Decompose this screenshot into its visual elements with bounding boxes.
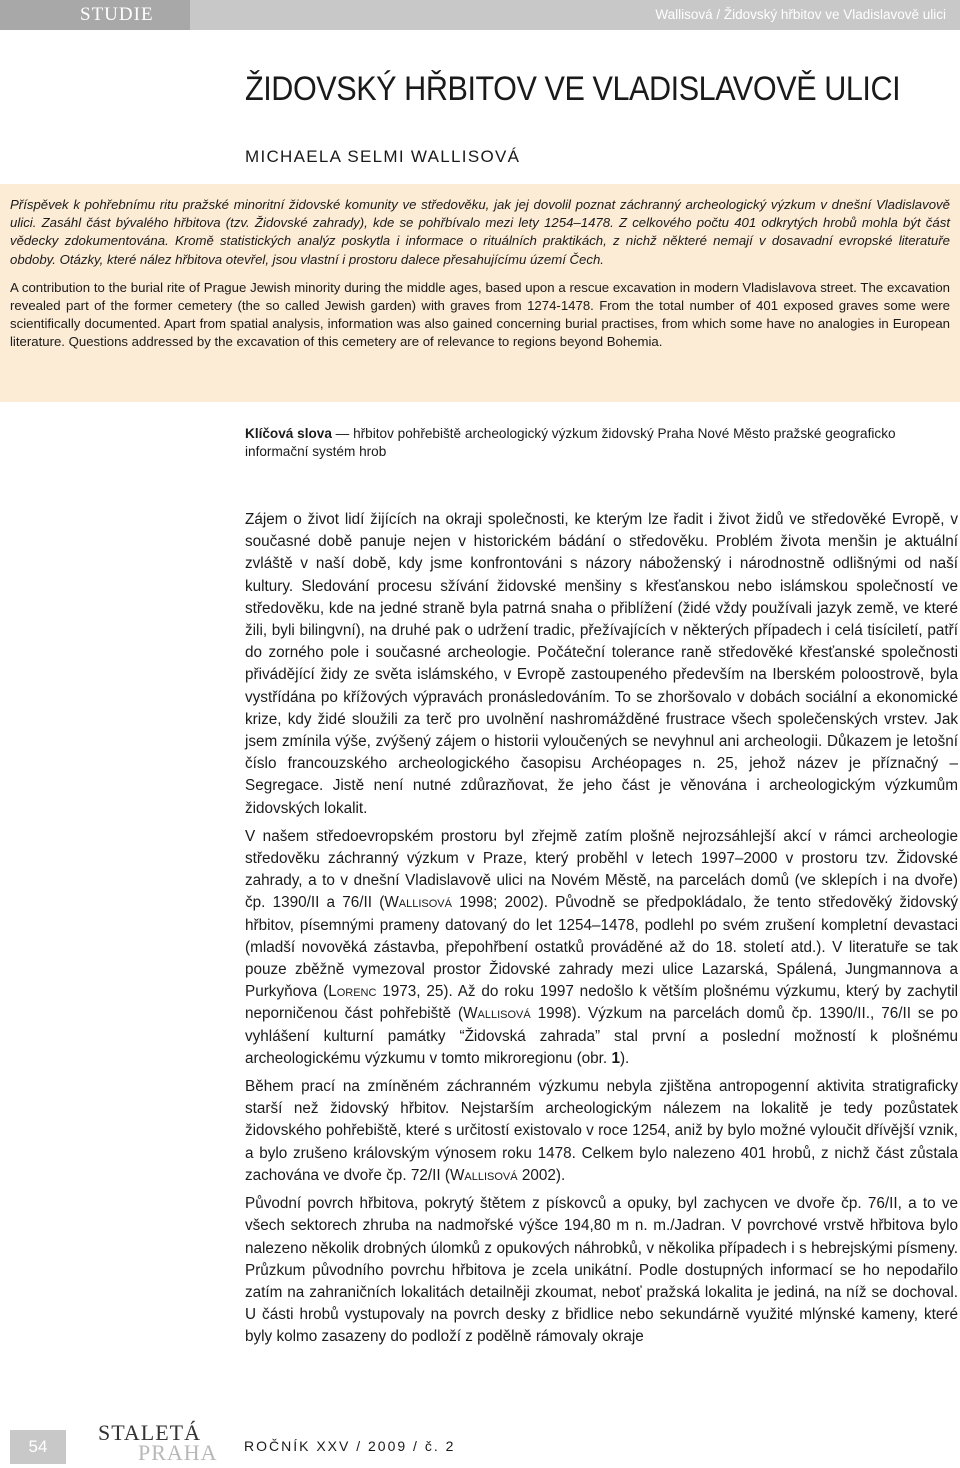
keywords-dash: —	[331, 426, 354, 441]
keywords-terms: hřbitov pohřebiště archeologický výzkum židovský Praha Nové Město pražské geograficko informační systém hrob	[245, 426, 896, 459]
body-text	[245, 509, 958, 1355]
keywords	[245, 425, 957, 461]
abstract-box	[0, 184, 960, 402]
logo-line-2: PRAHA	[138, 1440, 218, 1465]
body-paragraph-3	[245, 1076, 958, 1187]
paragraph-text: 2002).	[517, 1166, 566, 1184]
volume-info: ROČNÍK XXV / 2009 / č. 2	[244, 1438, 456, 1454]
section-tag: STUDIE	[0, 0, 190, 30]
citation-author: Wallisová	[449, 1166, 518, 1184]
paragraph-text: Během prací na zmíněném záchranném výzkumu nebyla zjištěna antropogenní aktivita stratigraficky starší než židovský hřbitov. Nejstarším archeologickým nálezem na lokalitě je tedy pozůstatek židovského pohřebiště, které s určitostí existovalo v roce 1254, aniž by bylo možné vyloučit dřívější vznik, a bylo zrušeno královským výnosem roku 1478. Celkem bylo nalezeno 401 hrobů, z nichž část zůstala zachována ve dvoře čp. 72/II (	[245, 1078, 958, 1184]
keywords-label: Klíčová slova	[245, 426, 332, 441]
abstract-czech: Příspěvek k pohřebnímu ritu pražské minoritní židovské komunity ve středověku, jak jej dovolil poznat záchranný archeologický výzkum v dnešní Vladislavově ulici. Zasáhl část bývalého hřbitova (tzv. Židovské zahrady), kde se pohřbívalo mezi lety 1254–1478. Z celkového počtu 401 odkrytých hrobů mohla být část vědecky zdokumentována. Kromě statistických analýz poskytla i informace o rituálních praktikách, z nichž některé nemají v dosavadní evropské literatuře obdoby. Otázky, které nález hřbitova otevřel, jsou vlastní i prostoru dalece přesahujícímu území Čech.	[10, 197, 950, 267]
paragraph-text: 1998; 2002). Původně se předpokládalo, že tento středověký židovský hřbitov, písemnými prameny datovaný do let 1254–1478, podlehl po svém zrušení kompletní devastaci (mladší novověká zástavba, přepohřbení ostatků prováděné až do 18. století atd.). V literatuře se tak pouze zběžně vymezoval prostor Židovské zahrady mezi ulice Lazarská, Spálená, Jungmannova a Purkyňova (	[245, 894, 958, 1001]
citation-author: Wallisová	[384, 894, 452, 912]
logo-line-1: STALETÁ	[98, 1420, 202, 1445]
citation-author: Wallisová	[463, 1005, 531, 1023]
page-number: 54	[10, 1430, 66, 1464]
paragraph-text: V našem středoevropském prostoru byl zřejmě zatím plošně nejrozsáhlejší akcí v rámci archeologie středověku záchranný výzkum v Praze, který proběhl v letech 1997–2000 v prostoru tzv. Židovské zahrady, a to v dnešní Vladislavově ulici na Novém Městě, na parcelách domů (ve sklepích i na dvoře) čp. 1390/II a 76/II (	[245, 827, 958, 912]
body-paragraph-4: Původní povrch hřbitova, pokrytý štětem z pískovců a opuky, byl zachycen ve dvoře čp. 76/II, a to ve všech sektorech zhruba na nadmořské výšce 194,80 m n. m./Jadran. V povrchové vrstvě hřbitova bylo nalezeno několik drobných úlomků z opukových náhrobků, v několika případech i s hebrejskými písmeny. Průzkum původního povrchu hřbitova je zcela unikátní. Podle dostupných informací se ho nepodařilo zatím na zahraničních lokalitách detailněji zkoumat, neboť pražská lokalita je jediná, na níž se dochoval. U části hrobů vystupovaly na povrch desky z břidlice nebo sekundárně využité mlýnské kameny, které byly kolmo zasazeny do podloží z podělně rámovaly okraje	[245, 1195, 958, 1346]
body-paragraph-2	[245, 826, 958, 1070]
abstract-english: A contribution to the burial rite of Prague Jewish minority during the middle ages, based upon a rescue excavation in modern Vladislavova street. The excavation revealed part of the former cemetery (the so called Jewish garden) with graves from 1274-1478. From the total number of 401 exposed graves some were scientifically documented. Apart from spatial analysis, information was also gained concerning burial practises, from which some have no analogies in European literature. Questions addressed by the excavation of this cemetery are of relevance to regions beyond Bohemia.	[10, 279, 950, 350]
article-title: ŽIDOVSKÝ HŘBITOV VE VLADISLAVOVĚ ULICI	[245, 70, 901, 108]
journal-logo	[98, 1420, 218, 1465]
page-footer	[0, 1418, 960, 1468]
citation-author: Lorenc	[328, 983, 377, 1001]
running-head: Wallisová / Židovský hřbitov ve Vladislavově ulici	[655, 7, 946, 22]
paragraph-text: ).	[619, 1049, 630, 1067]
article-author: MICHAELA SELMI WALLISOVÁ	[245, 147, 521, 166]
body-paragraph-1: Zájem o život lidí žijících na okraji společnosti, ke kterým lze řadit i život židů ve středověké Evropě, v současné době panuje nejen v historickém bádání o středověku. Problém života menšin je aktuální zvláště v naší době, kdy jsme konfrontováni s názory náboženský i národnostně odlišnými od naší kultury. Sledování procesu sžívání židovské menšiny s křesťanskou nebo islámskou společností ve středověku, kde na jedné straně byla patrná snaha o přiblížení (židé vždy používali jazyk země, ve které žili, byli bilingvní), na druhé pak o udržení tradic, přežívajících v některých případech i celá tisíciletí, patří do zorného pole i současné archeologie. Počáteční tolerance raně středověké křesťanské společnosti přivádějící židy ze světa islámského, v Evropě zastoupeného především na Iberském poloostrově, byla vystřídána po křížových výpravách pronásledováním. To se zhoršovalo v dobách sociální a ekonomické krize, kdy židé sloužili za terč pro uvolnění nashromážděné frustrace všech společenských vrstev. Jak jsem zmínila výše, zvýšený zájem o historii vyloučených se nevyhnul ani archeologii. Důkazem je letošní číslo francouzského archeologického časopisu Archéopages n. 25, jehož název je příznačný – Segregace. Jistě není nutné zdůrazňovat, že jeho část je věnována i archeologickým výzkumům židovských lokalit.	[245, 511, 958, 817]
header-bar	[0, 0, 960, 30]
paragraph-text: 1973, 25). Až do roku 1997 nedošlo k větším plošnému výzkumu, který by zachytil neporničenou část pohřebiště (	[245, 983, 958, 1023]
figure-reference[interactable]: 1	[611, 1049, 620, 1067]
paragraph-text: 1998). Výzkum na parcelách domů čp. 1390/II., 76/II se po vyhlášení kulturní památky “Židovská zahrada” stal první a poslední možností k plošnému archeologickému výzkumu v tomto mikroregionu (obr.	[245, 1005, 958, 1067]
